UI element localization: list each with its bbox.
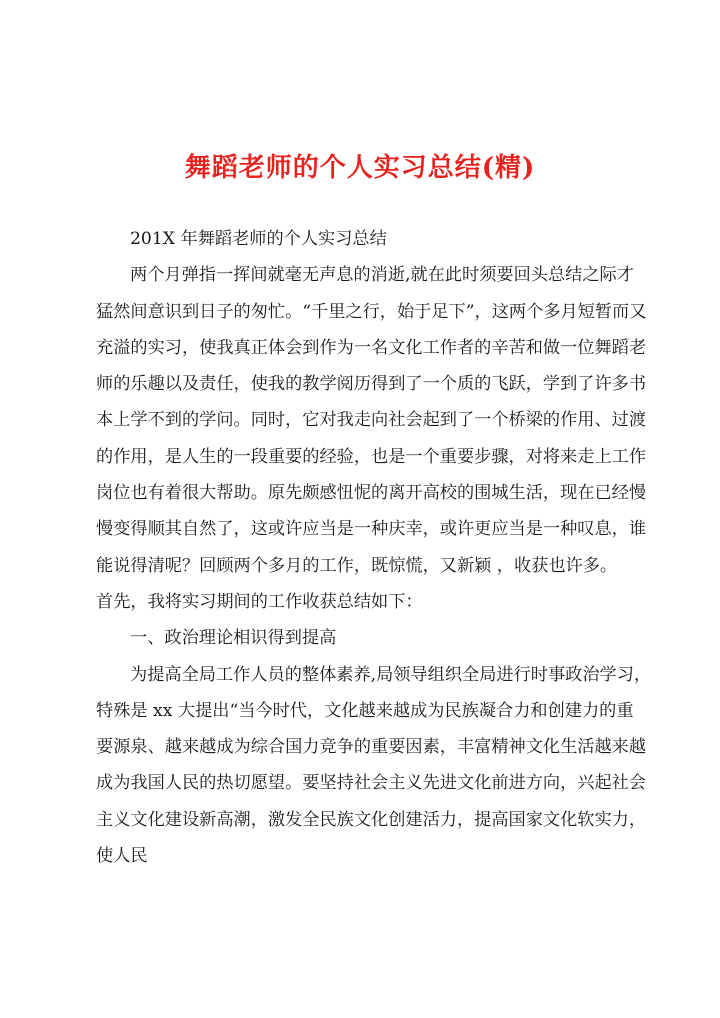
section-heading: 一、政治理论相识得到提高 — [130, 628, 337, 649]
paragraph-line: 猛然间意识到日子的匆忙。“千里之行，始于足下”，这两个多月短暂而又 — [96, 301, 647, 322]
paragraph-line: 使人民 — [96, 846, 148, 867]
subtitle-line: 201X 年舞蹈老师的个人实习总结 — [130, 229, 387, 249]
paragraph-line: 能说得清呢？回顾两个多月的工作，既惊慌，又新颖 ，收获也许多。 — [96, 555, 618, 576]
paragraph-line: 两个月弹指一挥间就毫无声息的消逝,就在此时须要回头总结之际才 — [130, 265, 634, 286]
paragraph-line: 特殊是 xx 大提出“当今时代，文化越来越成为民族凝合力和创建力的重 — [96, 700, 634, 721]
paragraph-line: 要源泉、越来越成为综合国力竞争的重要因素，丰富精神文化生活越来越 — [96, 737, 647, 758]
paragraph-line: 的作用，是人生的一段重要的经验，也是一个重要步骤，对将来走上工作 — [96, 446, 647, 467]
paragraph-line: 岗位也有着很大帮助。原先颇感忸怩的离开高校的围城生活，现在已经慢 — [96, 483, 647, 504]
paragraph-line: 成为我国人民的热切愿望。要坚持社会主义先进文化前进方向，兴起社会 — [96, 773, 647, 794]
document-body — [96, 221, 652, 874]
paragraph-line: 本上学不到的学问。同时，它对我走向社会起到了一个桥梁的作用、过渡 — [96, 410, 647, 431]
paragraph-line: 主义文化建设新高潮，激发全民族文化创建活力，提高国家文化软实力， — [96, 809, 647, 830]
document-title: 舞蹈老师的个人实习总结(精) — [184, 153, 536, 183]
paragraph-line: 首先，我将实习期间的工作收获总结如下： — [96, 591, 423, 612]
paragraph-line: 充溢的实习，使我真正体会到作为一名文化工作者的辛苦和做一位舞蹈老 — [96, 337, 647, 358]
paragraph-line: 师的乐趣以及责任，使我的教学阅历得到了一个质的飞跃，学到了许多书 — [96, 374, 647, 395]
paragraph-line: 为提高全局工作人员的整体素养,局领导组织全局进行时事政治学习， — [130, 664, 652, 685]
paragraph-line: 慢变得顺其自然了，这或许应当是一种庆幸，或许更应当是一种叹息，谁 — [96, 519, 647, 540]
